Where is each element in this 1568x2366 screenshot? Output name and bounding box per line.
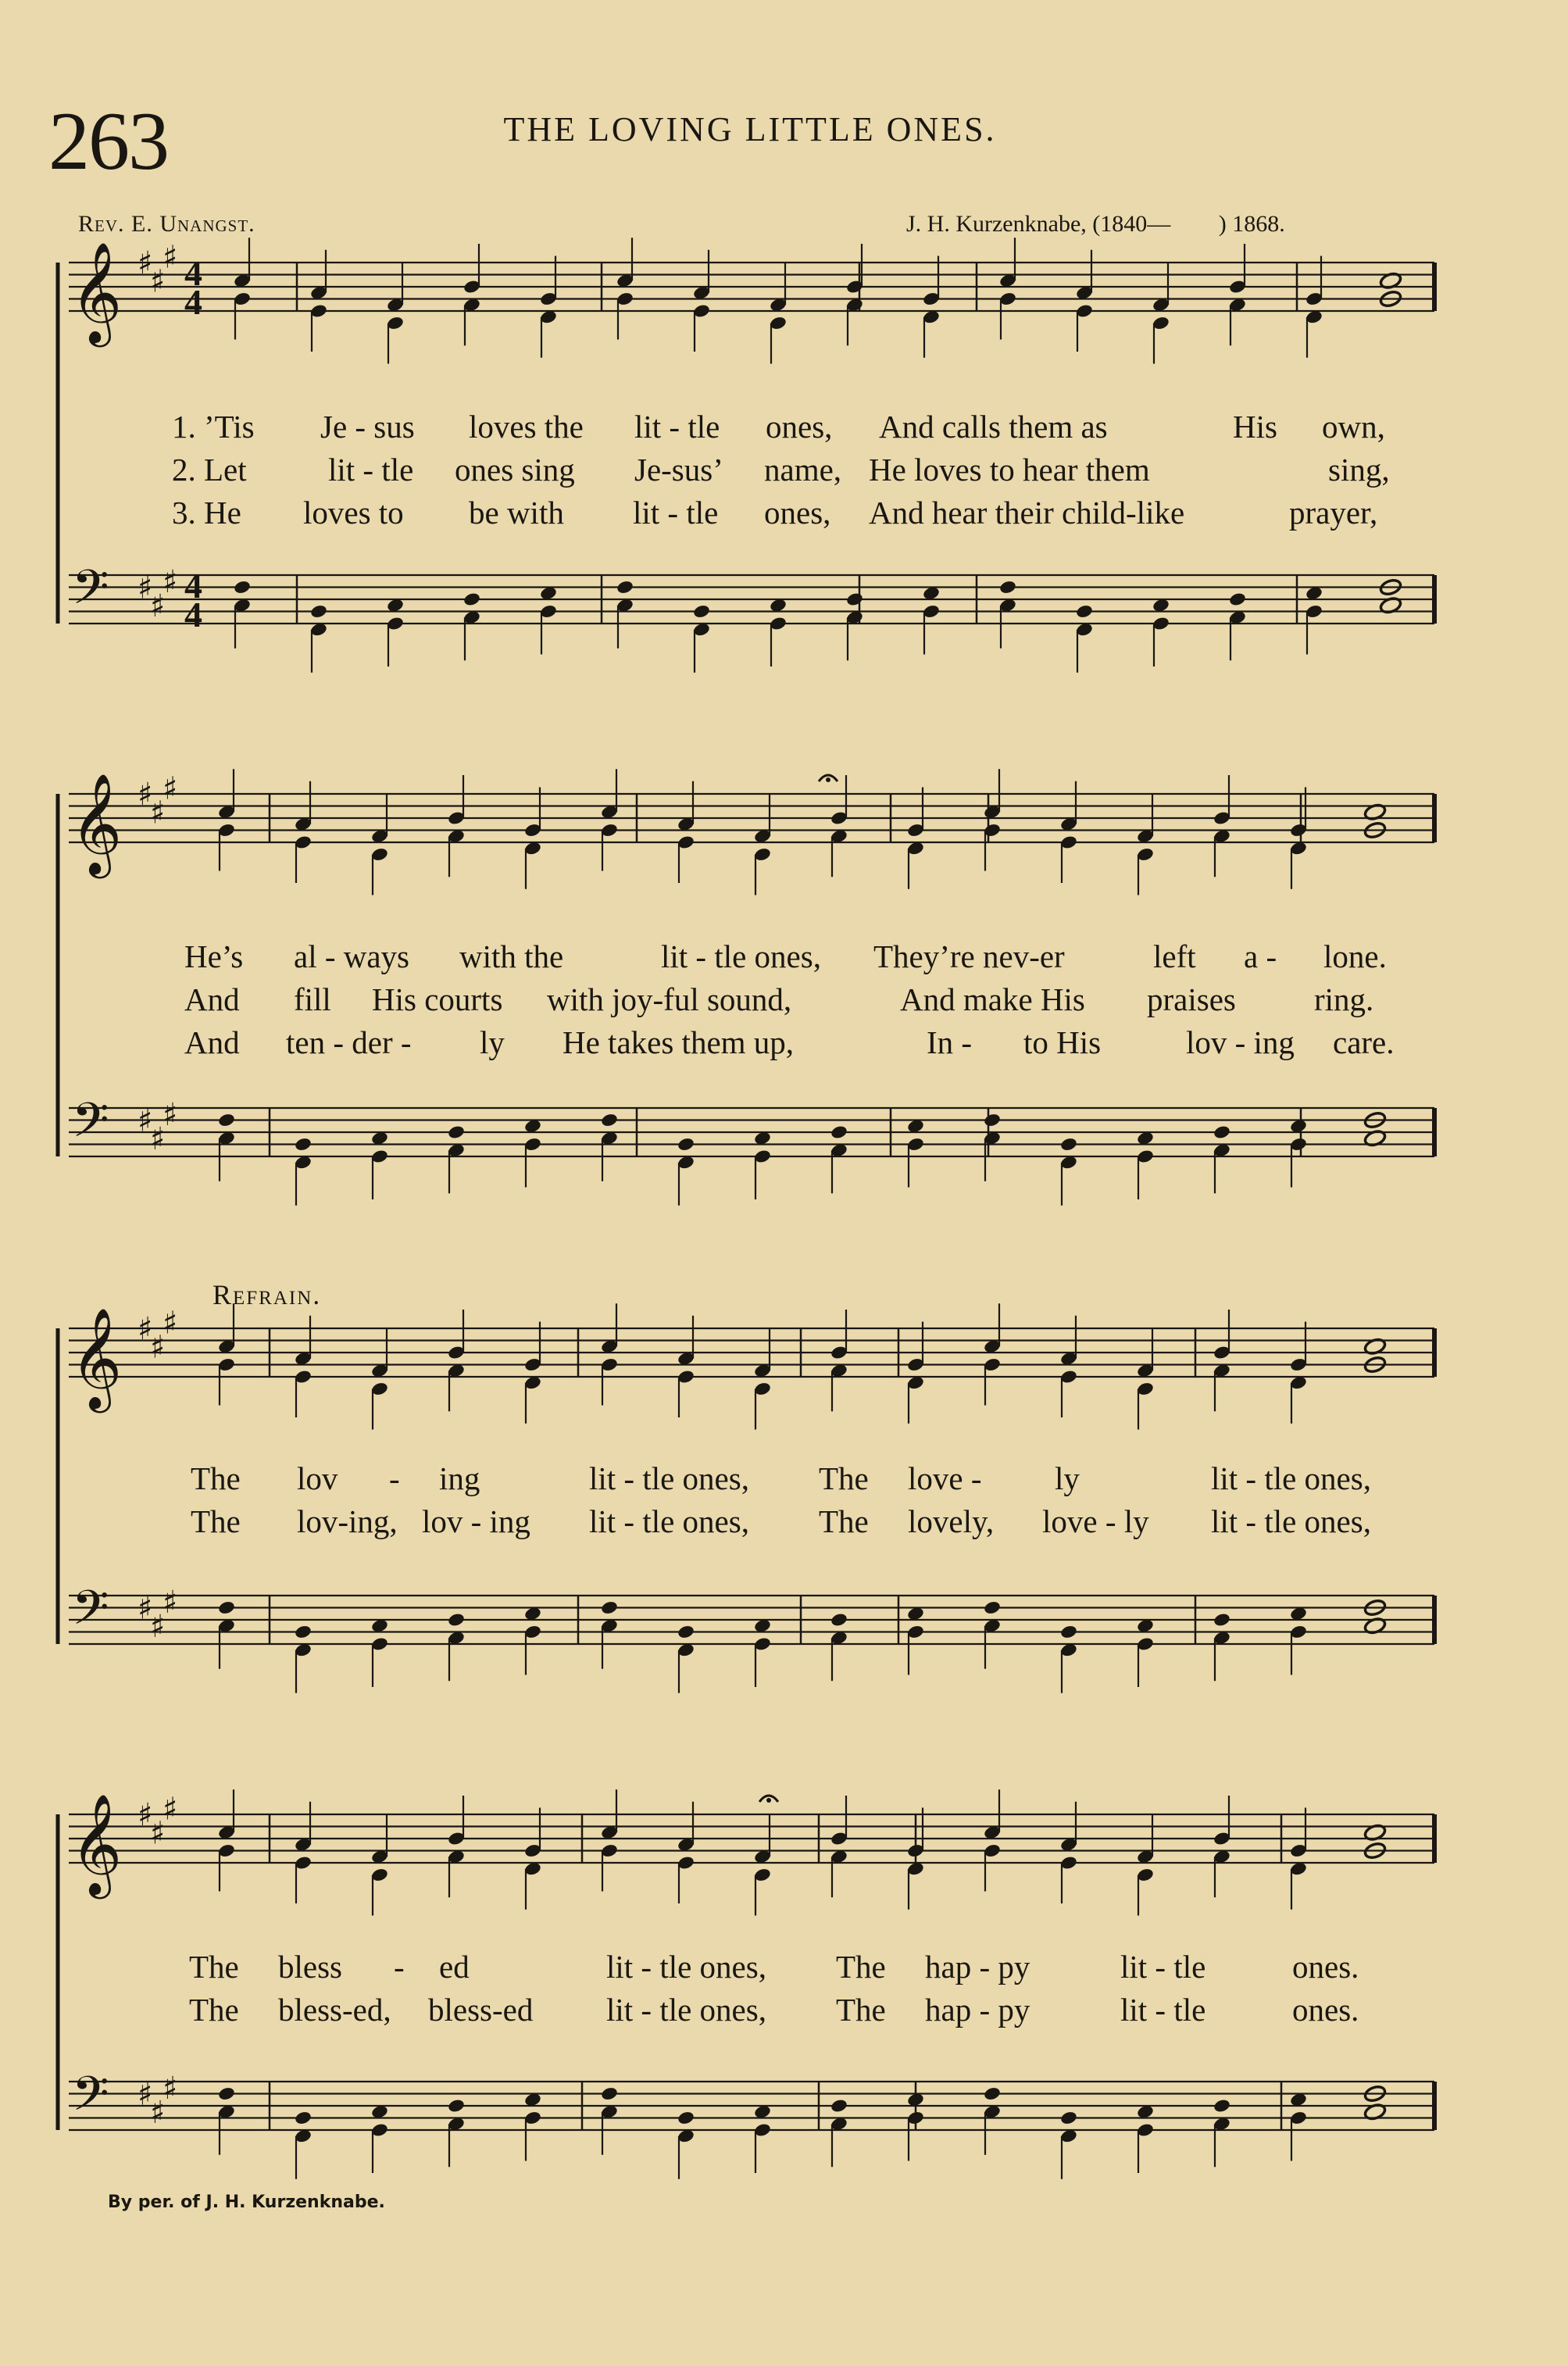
sharp-sign: ♯ — [138, 1103, 153, 1139]
time-signature-bottom: 4 — [184, 282, 202, 322]
lyric-syllable: hap - py — [925, 1949, 1030, 1985]
lyric-syllable: 2. Let — [172, 452, 247, 488]
lyric-syllable: ones, — [764, 495, 831, 531]
lyric-syllable: care. — [1333, 1024, 1395, 1060]
lyric-syllable: And — [184, 1024, 240, 1060]
note-head — [677, 1624, 695, 1640]
lyric-syllable: The — [189, 1992, 239, 2028]
note-head — [830, 1612, 848, 1628]
time-signature-top: 4 — [184, 566, 202, 606]
lyric-syllable: own, — [1322, 409, 1385, 445]
note-head — [998, 580, 1017, 595]
sharp-sign: ♯ — [150, 588, 166, 624]
bass-clef-icon: 𝄢 — [72, 1580, 109, 1648]
note-head — [1075, 604, 1094, 620]
note-head — [447, 1124, 466, 1140]
note-head — [616, 580, 634, 595]
note-head — [1213, 1612, 1231, 1628]
lyric-syllable: ing — [439, 1460, 480, 1496]
note-head — [983, 1600, 1002, 1616]
lyric-syllable: They’re nev-er — [873, 938, 1065, 974]
sharp-sign: ♯ — [138, 1311, 153, 1347]
lyric-syllable: fill — [294, 981, 331, 1017]
lyric-syllable: And — [184, 981, 240, 1017]
lyric-syllable: The — [819, 1460, 869, 1496]
sharp-sign: ♯ — [150, 795, 166, 831]
lyric-syllable: loves to — [303, 495, 404, 531]
lyric-syllable: Je - sus — [320, 409, 415, 445]
sharp-sign: ♯ — [163, 239, 178, 276]
note-head — [677, 1137, 695, 1153]
sharp-sign: ♯ — [163, 1584, 178, 1621]
note-head — [830, 1124, 848, 1140]
note-head — [217, 2086, 236, 2102]
sharp-sign: ♯ — [163, 2070, 178, 2107]
lyric-syllable: left — [1153, 938, 1196, 974]
lyric-syllable: - — [394, 1949, 405, 1985]
lyric-line-verse-3 — [0, 1024, 1568, 1063]
fermata-dot — [766, 1798, 771, 1803]
lyric-syllable: lit - tle ones, — [589, 1460, 749, 1496]
lyric-syllable: lit - tle — [328, 452, 414, 488]
lyric-syllable: sing, — [1328, 452, 1390, 488]
sharp-sign: ♯ — [138, 1590, 153, 1627]
note-head — [217, 1600, 236, 1616]
note-head — [830, 2098, 848, 2114]
lyric-line-refrain-2 — [0, 1503, 1568, 1542]
time-signature-top: 4 — [184, 253, 202, 293]
treble-clef-icon: 𝄞 — [70, 773, 123, 874]
lyric-syllable: ones sing — [455, 452, 575, 488]
note-head — [600, 2086, 619, 2102]
lyric-syllable: And hear their child-like — [869, 495, 1185, 531]
sharp-sign: ♯ — [150, 1608, 166, 1645]
note-head — [692, 604, 711, 620]
permission-credit: By per. of J. H. Kurzenknabe. — [108, 2193, 385, 2212]
lyric-syllable: And make His — [900, 981, 1085, 1017]
note-head — [233, 580, 252, 595]
lyric-line-verse-2 — [0, 981, 1568, 1020]
author-credit: Rev. E. Unangst. — [78, 211, 255, 237]
sharp-sign: ♯ — [163, 1096, 178, 1133]
lyric-syllable: The — [191, 1503, 241, 1539]
lyric-syllable: hap - py — [925, 1992, 1030, 2028]
lyric-line-refrain-2 — [0, 1991, 1568, 2030]
lyric-syllable: ed — [439, 1949, 470, 1985]
sharp-sign: ♯ — [138, 245, 153, 281]
lyric-syllable: ten - der - — [286, 1024, 412, 1060]
note-head — [1059, 1137, 1078, 1153]
lyric-syllable: praises — [1147, 981, 1236, 1017]
note-head — [1228, 592, 1247, 607]
note-head — [983, 2086, 1002, 2102]
refrain-label: Refrain. — [213, 1279, 322, 1310]
lyric-syllable: lit - tle — [1120, 1949, 1206, 1985]
note-head — [1059, 1624, 1078, 1640]
lyric-syllable: bless — [278, 1949, 342, 1985]
hymn-number: 263 — [48, 95, 168, 187]
lyric-line-refrain-1 — [0, 1460, 1568, 1499]
lyric-syllable: lov-ing, — [297, 1503, 398, 1539]
lyric-syllable: lit - tle ones, — [606, 1949, 766, 1985]
lyric-syllable: love - — [908, 1460, 982, 1496]
sharp-sign: ♯ — [163, 1791, 178, 1828]
bass-clef-icon: 𝄢 — [72, 2066, 109, 2134]
lyric-syllable: al - ways — [294, 938, 410, 974]
sharp-sign: ♯ — [150, 263, 166, 300]
sharp-sign: ♯ — [163, 770, 178, 807]
lyric-syllable: a - — [1244, 938, 1277, 974]
note-head — [845, 592, 864, 607]
note-head — [217, 1113, 236, 1128]
note-head — [600, 1113, 619, 1128]
lyric-syllable: lov — [297, 1460, 338, 1496]
sharp-sign: ♯ — [150, 1329, 166, 1366]
time-signature-bottom: 4 — [184, 595, 202, 634]
hymn-title: THE LOVING LITTLE ONES. — [503, 110, 997, 148]
lyric-syllable: And calls them as — [879, 409, 1108, 445]
note-head — [677, 2110, 695, 2126]
treble-clef-icon: 𝄞 — [70, 241, 123, 343]
lyric-syllable: love - ly — [1042, 1503, 1149, 1539]
lyric-syllable: name, — [764, 452, 842, 488]
lyric-syllable: He loves to hear them — [869, 452, 1150, 488]
lyric-syllable: prayer, — [1289, 495, 1378, 531]
lyric-syllable: ones. — [1292, 1992, 1359, 2028]
lyric-syllable: His — [1233, 409, 1277, 445]
lyric-syllable: lit - tle — [633, 495, 719, 531]
note-head — [309, 604, 328, 620]
lyric-syllable: 3. He — [172, 495, 241, 531]
lyric-syllable: - — [389, 1460, 400, 1496]
note-head — [294, 2110, 313, 2126]
lyric-syllable: In - — [927, 1024, 973, 1060]
note-head — [294, 1137, 313, 1153]
note-head — [447, 2098, 466, 2114]
lyric-syllable: Je-sus’ — [634, 452, 723, 488]
lyric-syllable: lit - tle ones, — [661, 938, 821, 974]
sharp-sign: ♯ — [138, 2076, 153, 2113]
lyric-syllable: lit - tle ones, — [1211, 1460, 1371, 1496]
note-head — [983, 1113, 1002, 1128]
lyric-line-verse-1 — [0, 408, 1568, 447]
lyric-line-verse-3 — [0, 494, 1568, 533]
lyric-line-verse-1 — [0, 938, 1568, 977]
lyric-line-refrain-1 — [0, 1948, 1568, 1987]
sharp-sign: ♯ — [138, 570, 153, 606]
sharp-sign: ♯ — [138, 1797, 153, 1833]
lyric-syllable: ones, — [766, 409, 833, 445]
sharp-sign: ♯ — [163, 1305, 178, 1342]
fermata-dot — [826, 777, 830, 782]
composer-name: J. H. Kurzenknabe, (1840— — [906, 211, 1171, 237]
sharp-sign: ♯ — [138, 777, 153, 813]
lyric-syllable: lone. — [1323, 938, 1387, 974]
lyric-syllable: He takes them up, — [563, 1024, 795, 1060]
note-head — [447, 1612, 466, 1628]
treble-clef-icon: 𝄞 — [70, 1307, 123, 1409]
lyric-syllable: with joy-ful sound, — [547, 981, 792, 1017]
lyric-syllable: ly — [1055, 1460, 1080, 1496]
lyric-syllable: to His — [1023, 1024, 1102, 1060]
lyric-syllable: lovely, — [908, 1503, 995, 1539]
lyric-syllable: lov - ing — [1186, 1024, 1295, 1060]
lyric-line-verse-2 — [0, 451, 1568, 490]
lyric-syllable: ring. — [1314, 981, 1374, 1017]
lyric-syllable: ones. — [1292, 1949, 1359, 1985]
lyric-syllable: The — [836, 1992, 886, 2028]
lyric-syllable: lit - tle ones, — [1211, 1503, 1371, 1539]
sharp-sign: ♯ — [150, 1120, 166, 1157]
lyric-syllable: The — [836, 1949, 886, 1985]
note-head — [1213, 2098, 1231, 2114]
composer-year: ) 1868. — [1218, 211, 1285, 237]
lyric-syllable: lit - tle — [634, 409, 720, 445]
lyric-syllable: The — [819, 1503, 869, 1539]
lyric-syllable: He’s — [184, 938, 244, 974]
note-head — [1213, 1124, 1231, 1140]
sharp-sign: ♯ — [163, 563, 178, 600]
note-head — [600, 1600, 619, 1616]
lyric-syllable: lov - ing — [422, 1503, 530, 1539]
lyric-syllable: bless-ed — [428, 1992, 534, 2028]
sharp-sign: ♯ — [150, 1815, 166, 1852]
lyric-syllable: with the — [459, 938, 564, 974]
lyric-syllable: ly — [480, 1024, 505, 1060]
note-head — [294, 1624, 313, 1640]
note-head — [463, 592, 481, 607]
lyric-syllable: lit - tle ones, — [589, 1503, 749, 1539]
note-head — [1059, 2110, 1078, 2126]
bass-clef-icon: 𝄢 — [72, 559, 109, 627]
lyric-syllable: bless-ed, — [278, 1992, 391, 2028]
treble-clef-icon: 𝄞 — [70, 1793, 123, 1895]
lyric-syllable: The — [189, 1949, 239, 1985]
lyric-syllable: The — [191, 1460, 241, 1496]
lyric-syllable: 1. ’Tis — [172, 409, 255, 445]
lyric-syllable: be with — [469, 495, 564, 531]
lyric-syllable: lit - tle — [1120, 1992, 1206, 2028]
lyric-syllable: His courts — [372, 981, 503, 1017]
sharp-sign: ♯ — [150, 2094, 166, 2131]
lyric-syllable: lit - tle ones, — [606, 1992, 766, 2028]
lyric-syllable: loves the — [469, 409, 584, 445]
bass-clef-icon: 𝄢 — [72, 1092, 109, 1160]
